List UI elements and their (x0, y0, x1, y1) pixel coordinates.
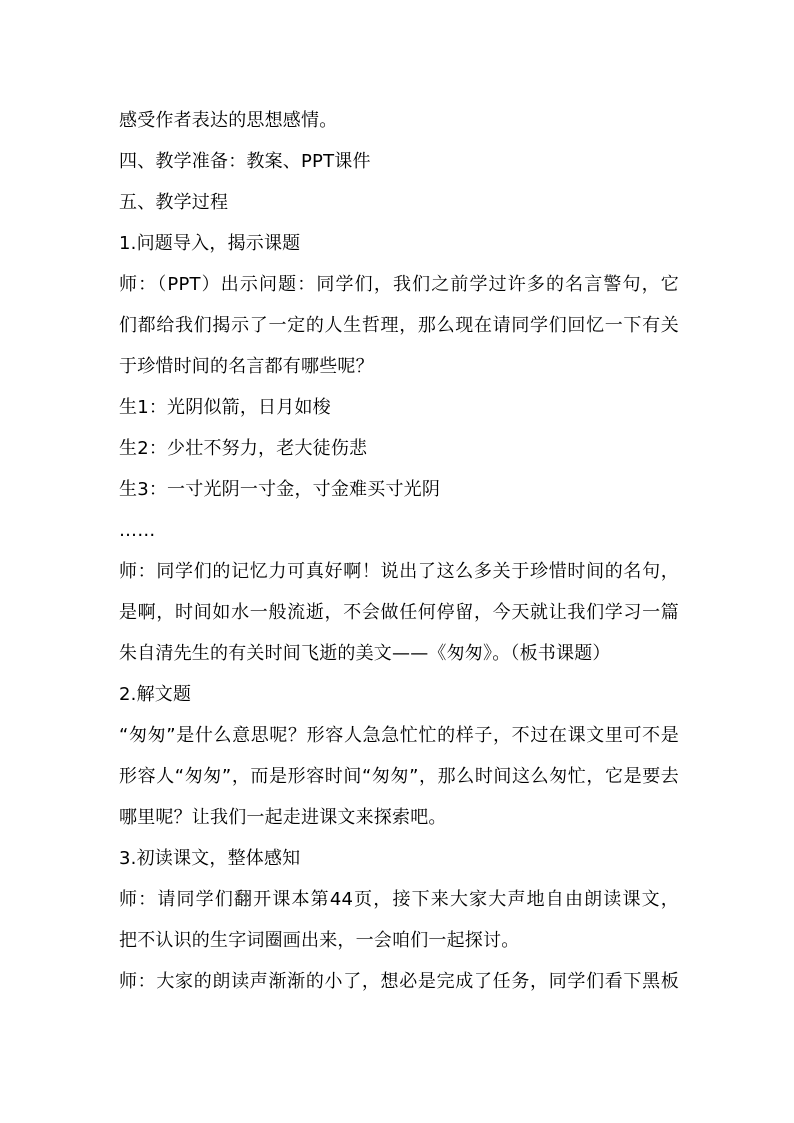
section-heading-preparation: 四、教学准备：教案、PPT课件 (119, 151, 371, 172)
text-line-1: 感受作者表达的思想感情。 (119, 110, 338, 131)
ellipsis-line: …… (119, 520, 156, 541)
document-body (119, 100, 679, 1002)
text-line-20: 师：请同学们翻开课本第44页，接下来大家大声地自由朗读课文， (119, 889, 679, 910)
student-answer-2: 生2：少壮不努力，老大徒伤悲 (119, 438, 368, 459)
step-heading-1: 1.问题导入，揭示课题 (119, 233, 301, 254)
text-line-5: 师：（PPT）出示问题：同学们，我们之前学过许多的名言警句，它 (119, 274, 679, 295)
text-line-14: 朱自清先生的有关时间飞逝的美文——《匆匆》。（板书课题） (119, 643, 611, 664)
text-line-6: 们都给我们揭示了一定的人生哲理，那么现在请同学们回忆一下有关 (119, 315, 679, 336)
step-heading-3: 3.初读课文，整体感知 (119, 848, 301, 869)
student-answer-1: 生1：光阴似箭，日月如梭 (119, 397, 331, 418)
section-heading-process: 五、教学过程 (119, 192, 229, 213)
text-line-7: 于珍惜时间的名言都有哪些呢？ (119, 356, 374, 377)
text-line-18: 哪里呢？让我们一起走进课文来探索吧。 (119, 807, 447, 828)
text-line-16: “匆匆”是什么意思呢？形容人急急忙忙的样子，不过在课文里可不是 (119, 725, 679, 746)
student-answer-3: 生3：一寸光阴一寸金，寸金难买寸光阴 (119, 479, 441, 500)
text-line-22: 师：大家的朗读声渐渐的小了，想必是完成了任务，同学们看下黑板 (119, 971, 679, 992)
text-line-13: 是啊，时间如水一般流逝，不会做任何停留，今天就让我们学习一篇 (119, 602, 679, 623)
step-heading-2: 2.解文题 (119, 684, 192, 705)
text-line-12: 师：同学们的记忆力可真好啊！说出了这么多关于珍惜时间的名句， (119, 561, 679, 582)
text-line-21: 把不认识的生字词圈画出来，一会咱们一起探讨。 (119, 930, 520, 951)
text-line-17: 形容人“匆匆”，而是形容时间“匆匆”，那么时间这么匆忙，它是要去 (119, 766, 679, 787)
